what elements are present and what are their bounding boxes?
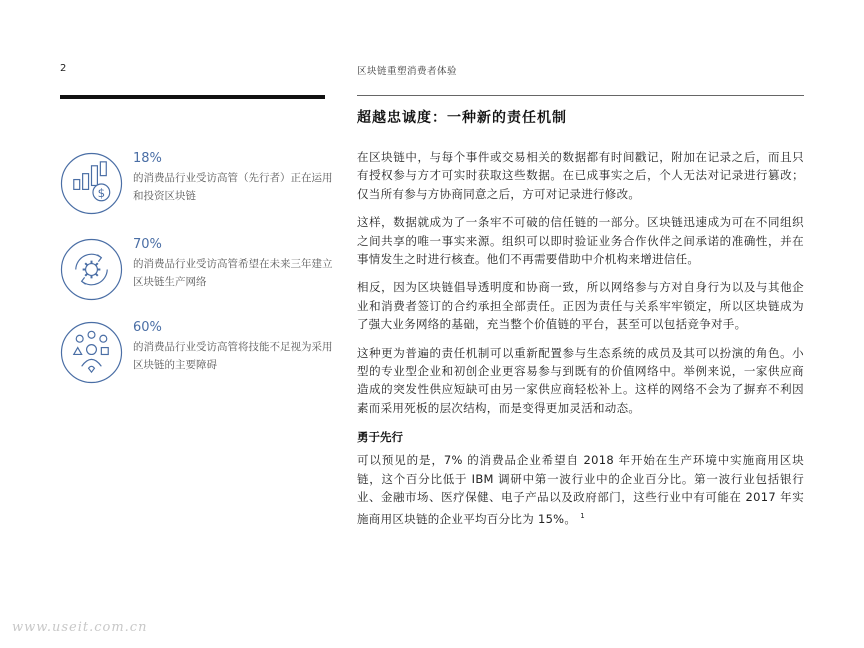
article-paragraph: 相反，因为区块链倡导透明度和协商一致，所以网络参与方对自身行为以及与其他企业和消费者签订的合约承担全部责任。正因为责任与关系牢牢锁定，所以区块链成为了强大业务网络的基础，充当整个价值链的平台，甚至可以包括竞争对手。 — [357, 280, 804, 332]
stat-percent: 18% — [133, 151, 162, 166]
gear-cycle-icon — [60, 238, 123, 301]
stat-item — [60, 152, 335, 222]
people-shapes-icon — [60, 321, 123, 384]
article-paragraph: 这种更为普遍的责任机制可以重新配置参与生态系统的成员及其可以扮演的角色。小型的专业型企业和初创企业更容易参与到既有的价值网络中。举例来说，一家供应商造成的突发性供应短缺可由另一家供应商轻松补上。这样的网络不会为了摒弃不利因素而采用死板的层次结构，而是变得更加灵活和动态。 — [357, 345, 804, 415]
stat-percent: 60% — [133, 320, 162, 335]
article-paragraph — [357, 451, 804, 527]
left-column-rule — [60, 95, 325, 99]
article-title: 超越忠诚度：一种新的责任机制 — [357, 110, 567, 126]
stat-item — [60, 238, 335, 308]
watermark: www.useit.com.cn — [12, 620, 148, 635]
article-subheading: 勇于先行 — [357, 430, 403, 445]
stat-description: 的消费品行业受访高管将技能不足视为采用区块链的主要障碍 — [133, 341, 333, 371]
article-paragraph: 在区块链中，与每个事件或交易相关的数据都有时间戳记，附加在记录之后，而且只有授权参与方才可实时获取这些数据。在已成事实之后，个人无法对记录进行篡改；仅当所有参与方协商同意之后，方可对记录进行修改。 — [357, 150, 804, 201]
stat-description: 的消费品行业受访高管希望在未来三年建立区块链生产网络 — [133, 258, 333, 288]
stat-description: 的消费品行业受访高管（先行者）正在运用和投资区块链 — [133, 172, 333, 202]
article — [357, 107, 804, 528]
running-header: 区块链重塑消费者体验 — [357, 66, 458, 77]
stat-item — [60, 321, 335, 391]
bar-chart-dollar-icon — [60, 152, 123, 215]
final-paragraph-text: 可以预见的是，7% 的消费品企业希望自 2018 年开始在生产环境中实施商用区块链，这个百分比低于 IBM 调研中第一波行业中的企业百分比。第一波行业包括银行业、金融市场、医疗保健、电子产品以及政府部门，这些行业中有可能在 2017 年实施商用区块链的企业平均百分比为 15%。 — [357, 453, 804, 526]
article-paragraph: 这样，数据就成为了一条牢不可破的信任链的一部分。区块链迅速成为可在不同组织之间共享的唯一事实来源。组织可以即时验证业务合作伙伴之间承诺的准确性，并在事情发生之时进行核查。他们不再需要借助中介机构来增进信任。 — [357, 215, 804, 267]
svg-text:$: $ — [97, 185, 106, 200]
footnote-marker: 1 — [580, 511, 585, 520]
right-column-rule — [357, 95, 804, 96]
stat-percent: 70% — [133, 237, 162, 252]
page-number: 2 — [60, 63, 67, 74]
